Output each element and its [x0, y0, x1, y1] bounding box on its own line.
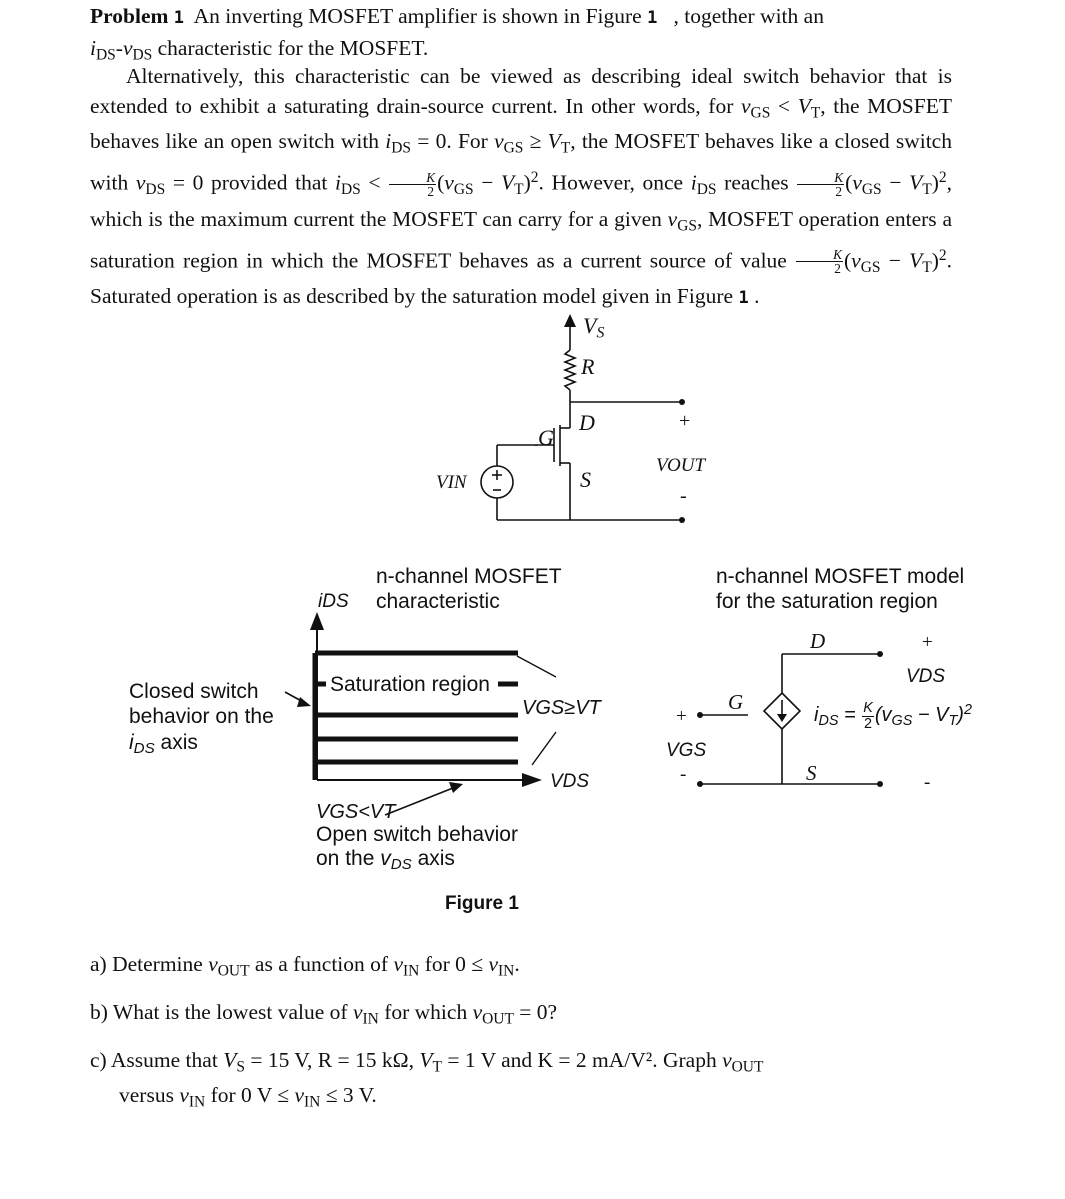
qb-tail: = 0?: [519, 1000, 558, 1024]
qb-text: What is the lowest value of: [112, 1000, 348, 1024]
qc-range-tail: ≤ 3 V.: [325, 1083, 377, 1108]
characteristic-plot: [285, 612, 556, 815]
problem-label: Problem: [90, 4, 169, 28]
p2-text-3: = 0. For: [411, 129, 495, 154]
model-plus-left: +: [676, 706, 687, 727]
d-label: D: [579, 410, 595, 435]
closed3-text: axis: [160, 731, 198, 754]
vgs-ge-vt-label: VGS≥VT: [522, 697, 601, 719]
model-minus-right: -: [924, 772, 931, 793]
problem-number: 1: [173, 8, 185, 28]
model-title-2: for the saturation region: [716, 590, 938, 613]
model-current-equation: $i_{DS}$ = $\frac{K}{2}$ $(v_{GS} - V_T)^2$: [814, 700, 972, 732]
model-minus-left: -: [680, 764, 687, 785]
figure-ref-2: 1: [738, 288, 749, 309]
open2-text: on the: [316, 847, 375, 870]
vgs-lt-vt-label: VGS<VT: [316, 801, 396, 823]
closed-switch-line1: Closed switch: [129, 680, 259, 703]
p2-text-2: , the MOSFET behaves like an open switch with: [90, 93, 952, 154]
qc-vt: = 1 V and K = 2 mA/V². Graph: [447, 1048, 717, 1072]
vout-minus: -: [680, 485, 687, 507]
vs-sub: S: [596, 324, 605, 342]
intro-tail: , together with an: [673, 4, 824, 28]
qa-label: a): [90, 952, 107, 976]
vs-label: [583, 313, 604, 342]
p2-text-5: = 0 provided that: [165, 170, 335, 195]
qc-line2: versus: [119, 1083, 174, 1108]
open-switch-line1: Open switch behavior: [316, 823, 518, 846]
p2-text-8: , which is the maximum current the MOSFET can carry for a given: [90, 170, 952, 231]
problem-statement: Problem 1 An inverting MOSFET amplifier is shown in Figure 1 , together with an $i_{DS}-v_{DS}$ characteristic for the MOSFET.: [90, 4, 824, 63]
char-title-2: characteristic: [376, 590, 500, 613]
qb-label: b): [90, 1000, 108, 1024]
qb-mid: for which: [384, 1000, 468, 1024]
r-label: R: [581, 354, 595, 379]
intro-text: An inverting MOSFET amplifier is shown in Figure: [193, 4, 642, 28]
model-vds-label: VDS: [906, 666, 946, 687]
figure-caption: Figure 1: [445, 893, 519, 914]
open2-tail: axis: [417, 847, 455, 870]
model-d-label: D: [810, 629, 826, 653]
char-title-1: n-channel MOSFET: [376, 565, 562, 588]
saturation-label: Saturation region: [330, 673, 490, 696]
question-b: b) What is the lowest value of $v_{IN}$ for which $v_{OUT} = 0$?: [90, 1000, 558, 1028]
p2-text-1: Alternatively, this characteristic can be viewed as describing ideal switch behavior that is extended to exhibit a saturating drain-source current. In other words, for: [90, 64, 952, 118]
qa-text: Determine: [112, 952, 203, 976]
figure-ref-1: 1: [647, 8, 658, 28]
g-label: G: [538, 425, 554, 450]
qa-mid: as a function of: [254, 952, 389, 976]
closed-switch-line3: $i_{DS}$ axis: [129, 731, 198, 758]
char-ids-label: iDS: [318, 591, 349, 612]
qa-tail: for 0 ≤: [424, 952, 484, 976]
vs-letter: V: [583, 313, 597, 338]
p2-text-6: . However, once: [538, 170, 691, 195]
intro-line2: characteristic for the MOSFET.: [157, 35, 429, 60]
p2-text-7: reaches: [716, 170, 797, 195]
p2-text-10: . Saturated operation is as described by the saturation model given in Figure: [90, 248, 952, 309]
model-vgs-label: VGS: [666, 740, 707, 761]
vds-axis-label: VDS: [550, 771, 590, 792]
model-title-1: n-channel MOSFET model: [716, 565, 965, 588]
p2-text-11: .: [754, 284, 760, 309]
closed-switch-line2: behavior on the: [129, 705, 274, 728]
p2-text-4: , the MOSFET behaves like a closed switch with: [90, 129, 952, 195]
vin-label: VIN: [436, 472, 467, 493]
open-switch-line2: on the $v_{DS}$ axis: [316, 847, 455, 874]
switch-behavior-paragraph: Alternatively, this characteristic can be viewed as describing ideal switch behavior that is extended to exhibit a saturating drain-source current. In other words, for $v_{GS} < V_T$, the MOSFET behaves like an open switch with $i_{DS} = 0$. For $v_{GS} \ge V_T$, the MOSFET behaves like a closed switch with $v_{DS} = 0$ provided that $i_{DS}$ < $\frac{K}{2}$ $(v_{GS} - V_T)^2$. However, once $i_{DS}$ reaches $\frac{K}{2}$ $(v_{GS} - V_T)^2$, which is the maximum current the MOSFET can carry for a given $v_{GS}$, MOSFET operation enters a saturation region in which the MOSFET behaves as a current source of value $\frac{K}{2}$ $(v_{GS} - V_T)^2$. Saturated operation is as described by the saturation model given in Figure 1 .: [90, 64, 952, 309]
question-c-line2: versus $v_{IN}$ for 0 $V \le v_{IN} \le 3$ V.: [119, 1083, 377, 1111]
question-c: c) Assume that $V_S = 15$ V, R = 15 kΩ, $V_T = 1$ V and K = 2 mA/V². Graph $v_{OUT}$ versus $v_{IN}$ for 0 $V \le v_{IN} \le 3$ V.: [90, 1046, 950, 1117]
question-a: a) Determine $v_{OUT}$ as a function of $v_{IN}$ for $0 \le v_{IN}$.: [90, 952, 520, 980]
s-label: S: [580, 467, 591, 492]
model-plus-right: +: [922, 632, 933, 653]
qc-text: Assume that: [110, 1048, 218, 1072]
model-s-label: S: [806, 761, 817, 785]
vout-plus: +: [679, 410, 691, 432]
model-g-label: G: [728, 690, 744, 714]
vout-label: VOUT: [656, 455, 706, 476]
p2-text-9: , MOSFET operation enters a saturation region in which the MOSFET behaves as a current source of value: [90, 206, 952, 273]
qc-vals: = 15 V, R = 15 kΩ,: [250, 1048, 414, 1072]
qc-range: for 0 V ≤: [210, 1083, 290, 1108]
qc-label: c): [90, 1048, 107, 1072]
vin-signs: [492, 470, 502, 490]
